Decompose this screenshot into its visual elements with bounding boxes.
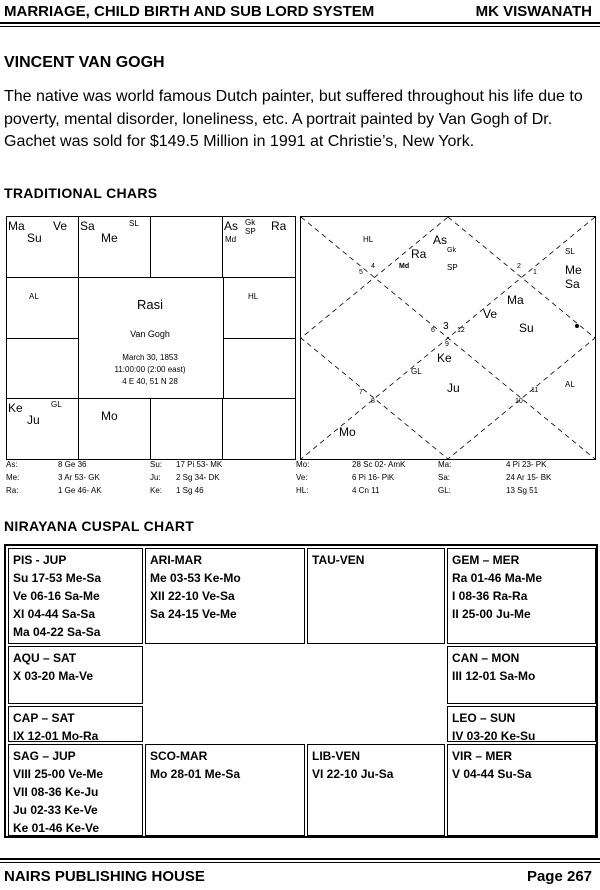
rasi-cell-sagittarius [7, 398, 79, 459]
page-number: Page 267 [526, 868, 592, 885]
point-md: Md [225, 235, 237, 244]
position-label: Sa: [438, 473, 451, 482]
page-header [0, 0, 600, 22]
north-dot [575, 324, 579, 328]
planet-sa: Sa [80, 219, 95, 233]
planet-ra: Ra [271, 219, 287, 233]
point-hl: HL [248, 292, 259, 301]
position-label: HL: [296, 486, 309, 495]
cusp-sign-lord: SAG – JUP [13, 749, 76, 763]
position-value: 6 Pi 16- PiK [352, 473, 395, 482]
planet-ke: Ke [8, 401, 23, 415]
rasi-cell-libra [151, 398, 223, 459]
cusp-box-sagittarius [8, 744, 143, 836]
cusp-box-aries [145, 548, 305, 644]
cusp-entry: IX 12-01 Mo-Ra [13, 729, 99, 743]
cusp-sign-lord: CAP – SAT [13, 711, 75, 725]
rasi-divider-left [7, 338, 79, 339]
position-label: Ra: [6, 486, 19, 495]
cusp-entry: Me 03-53 Ke-Mo [150, 571, 241, 585]
rasi-divider-right [223, 338, 295, 339]
position-value: 1 Ge 46- AK [58, 486, 102, 495]
house-7: 7 [359, 389, 363, 396]
cusp-entry: Ra 01-46 Ma-Me [452, 571, 543, 585]
rasi-cell-taurus [151, 217, 223, 278]
article-title: VINCENT VAN GOGH [4, 54, 165, 71]
point-gk: Gk [245, 218, 256, 227]
position-label: Ma: [438, 460, 452, 469]
position-value: 1 Sg 46 [176, 486, 204, 495]
planet-me: Me [101, 231, 118, 245]
rasi-center-title: Rasi [136, 297, 163, 312]
cusp-entry: XI 04-44 Sa-Sa [13, 607, 96, 621]
point-gl: GL [51, 400, 62, 409]
point-sp: SP [245, 227, 256, 236]
cusp-box-taurus [307, 548, 445, 644]
rasi-cell-scorpio [79, 398, 151, 459]
cusp-box-leo [447, 706, 596, 742]
rasi-center-time: 11:00:00 (2:00 east) [114, 365, 186, 374]
north-as: As [433, 233, 448, 247]
position-label: GL: [438, 486, 451, 495]
cusp-entry: Su 17-53 Me-Sa [13, 571, 102, 585]
rasi-cell-virgo [223, 398, 295, 459]
footer-rule-thin [0, 862, 600, 863]
planet-as: As [224, 219, 239, 233]
north-gl: GL [411, 367, 422, 376]
cusp-entry: I 08-36 Ra-Ra [452, 589, 528, 603]
cusp-sign-lord: AQU – SAT [13, 651, 77, 665]
house-4: 4 [371, 263, 375, 270]
cusp-entry: VIII 25-00 Ve-Me [13, 767, 104, 781]
traditional-heading: TRADITIONAL CHARS [4, 185, 158, 201]
cusp-box-virgo [447, 744, 596, 836]
cusp-entry: Sa 24-15 Ve-Me [150, 607, 237, 621]
north-me: Me [565, 263, 582, 277]
house-10: 10 [515, 398, 523, 405]
position-label: As: [6, 460, 18, 469]
cusp-sign-lord: VIR – MER [452, 749, 513, 763]
point-al: AL [29, 292, 39, 301]
rasi-cell-pisces [7, 217, 79, 278]
cusp-sign-lord: LIB-VEN [312, 749, 360, 763]
cusp-entry: Ke 01-46 Ke-Ve [13, 821, 100, 835]
north-ju: Ju [447, 381, 460, 395]
house-12: 12 [457, 327, 465, 334]
cusp-entry: Ju 02-33 Ke-Ve [13, 803, 98, 817]
cusp-sign-lord: CAN – MON [452, 651, 520, 665]
cusp-sign-lord: GEM – MER [452, 553, 520, 567]
header-author: MK VISWANATH [475, 3, 592, 20]
position-value: 28 Sc 02- AmK [352, 460, 406, 469]
position-value: 4 Cn 11 [352, 486, 380, 495]
rasi-center-coords: 4 E 40, 51 N 28 [122, 377, 178, 386]
cusp-sign-lord: TAU-VEN [312, 553, 365, 567]
position-value: 13 Sg 51 [506, 486, 539, 495]
north-su: Su [519, 321, 534, 335]
north-ma: Ma [507, 293, 524, 307]
position-label: Su: [150, 460, 163, 469]
article-paragraph: The native was world famous Dutch painter, but suffered throughout his life due to poverty, mental disorder, loneliness, etc. A portrait painted by Van Gogh of Dr. Gachet was sold for $149.5 Million in 1991 at Christie’s, New York. [4, 88, 583, 150]
rasi-chart [6, 216, 296, 460]
rasi-center-date: March 30, 1853 [122, 353, 178, 362]
cusp-box-pisces [8, 548, 143, 644]
point-sl: SL [129, 219, 139, 228]
house-1: 1 [533, 269, 537, 276]
rasi-cell-aries [79, 217, 151, 278]
position-value: 8 Ge 36 [58, 460, 87, 469]
planet-mo: Mo [101, 409, 118, 423]
cusp-box-aquarius [8, 646, 143, 704]
north-ve: Ve [483, 307, 498, 321]
north-sp: SP [447, 263, 458, 272]
cusp-entry: Ve 06-16 Sa-Me [13, 589, 100, 603]
north-ke: Ke [437, 351, 452, 365]
footer-rule [0, 858, 600, 860]
cusp-sign-lord: PIS - JUP [13, 553, 67, 567]
cusp-box-capricorn [8, 706, 143, 742]
cusp-entry: IV 03-20 Ke-Su [452, 729, 536, 743]
cusp-entry: II 25-00 Ju-Me [452, 607, 531, 621]
north-md: Md [399, 263, 410, 270]
cuspal-chart [4, 544, 598, 838]
position-label: Ke: [150, 486, 163, 495]
cusp-sign-lord: ARI-MAR [150, 553, 202, 567]
cusp-entry: Ma 04-22 Sa-Sa [13, 625, 101, 639]
house-11: 11 [531, 387, 539, 394]
position-value: 3 Ar 53- GK [58, 473, 100, 482]
house-2: 2 [517, 263, 521, 270]
planet-ju: Ju [27, 413, 40, 427]
position-value: 24 Ar 15- BK [506, 473, 552, 482]
cuspal-heading: NIRAYANA CUSPAL CHART [4, 518, 195, 534]
cusp-entry: III 12-01 Sa-Mo [452, 669, 536, 683]
north-sa: Sa [565, 277, 580, 291]
cusp-box-libra [307, 744, 445, 836]
planet-su: Su [27, 231, 42, 245]
cusp-entry: VI 22-10 Ju-Sa [312, 767, 394, 781]
house-8: 8 [371, 398, 375, 405]
rasi-cell-gemini [223, 217, 295, 278]
cusp-entry: V 04-44 Su-Sa [452, 767, 532, 781]
position-label: Ve: [296, 473, 308, 482]
rasi-center-name: Van Gogh [130, 329, 170, 339]
cusp-entry: VII 08-36 Ke-Ju [13, 785, 99, 799]
north-ra: Ra [411, 247, 427, 261]
cusp-box-gemini [447, 548, 596, 644]
planet-ma: Ma [8, 219, 25, 233]
cusp-entry: Mo 28-01 Me-Sa [150, 767, 241, 781]
cusp-box-cancer [447, 646, 596, 704]
house-3: 3 [443, 321, 449, 332]
cusp-entry: X 03-20 Ma-Ve [13, 669, 94, 683]
position-label: Mo: [296, 460, 310, 469]
north-al: AL [565, 380, 575, 389]
planet-ve: Ve [53, 219, 68, 233]
position-label: Me: [6, 473, 20, 482]
cusp-sign-lord: SCO-MAR [150, 749, 208, 763]
north-sl: SL [565, 247, 575, 256]
publisher: NAIRS PUBLISHING HOUSE [4, 868, 205, 885]
position-label: Ju: [150, 473, 161, 482]
position-value: 17 Pi 53- MK [176, 460, 223, 469]
header-rule [0, 22, 600, 24]
cusp-entry: XII 22-10 Ve-Sa [150, 589, 235, 603]
north-gk: Gk [447, 247, 456, 254]
cusp-sign-lord: LEO – SUN [452, 711, 516, 725]
position-value: 4 Pi 23- PK [506, 460, 547, 469]
house-6: 6 [431, 327, 435, 334]
header-rule-thin [0, 26, 600, 27]
house-5: 5 [359, 269, 363, 276]
position-value: 2 Sg 34- DK [176, 473, 220, 482]
header-book-title: MARRIAGE, CHILD BIRTH AND SUB LORD SYSTEM [4, 3, 375, 20]
cusp-box-scorpio [145, 744, 305, 836]
north-mo: Mo [339, 425, 356, 439]
north-hl: HL [363, 235, 374, 244]
house-9: 9 [445, 341, 449, 348]
bhava-chart [300, 216, 596, 460]
